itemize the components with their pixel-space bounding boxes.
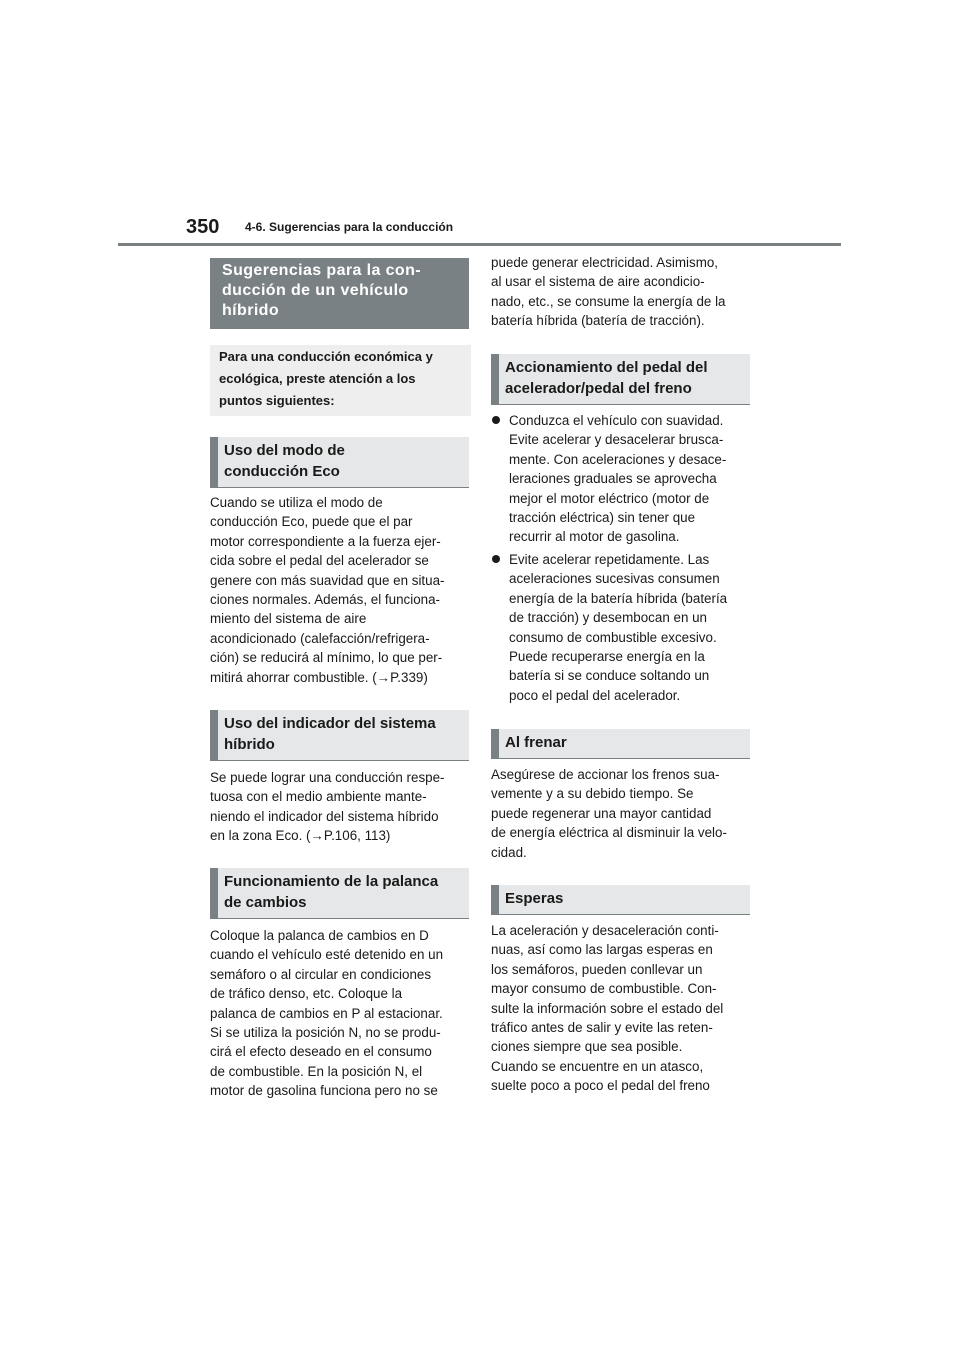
heading-line: de cambios — [224, 894, 307, 911]
section-heading-pedals — [491, 354, 750, 405]
text-line: cirá el efecto deseado en el consumo — [210, 1044, 432, 1060]
text-line: mitirá ahorrar combustible. (→P.339) — [210, 669, 428, 685]
bullet-item — [491, 411, 726, 547]
text-line: suelte poco a poco el pedal del freno — [491, 1078, 710, 1094]
text-line: conducción Eco, puede que el par — [210, 514, 413, 530]
text-line: poco el pedal del acelerador. — [509, 687, 681, 703]
main-title-line: ducción de un vehículo — [222, 282, 409, 299]
text-line: recurrir al motor de gasolina. — [509, 529, 680, 545]
main-title — [210, 258, 469, 329]
bullet-item — [491, 550, 727, 705]
text-line: leraciones graduales se aprovecha — [509, 471, 717, 487]
text-line: batería híbrida (batería de tracción). — [491, 313, 705, 329]
paragraph-lever — [210, 926, 472, 1101]
text-line: ciones siempre que sea posible. — [491, 1039, 683, 1055]
heading-line: Al frenar — [505, 734, 567, 751]
text-line: sulte la información sobre el estado del — [491, 1000, 724, 1016]
text-line: de energía eléctrica al disminuir la velo- — [491, 825, 727, 841]
text-line: mayor consumo de combustible. Con- — [491, 981, 717, 997]
text-line: de tráfico denso, etc. Coloque la — [210, 986, 403, 1002]
text-line: ciones normales. Además, el funciona- — [210, 592, 440, 608]
text-line: mente. Con aceleraciones y desace- — [509, 451, 727, 467]
heading-line: Uso del modo de — [224, 442, 345, 459]
text-line: tracción eléctrica) sin tener que — [509, 510, 696, 526]
text-line: genere con más suavidad que en situa- — [210, 572, 445, 588]
section-heading-waiting — [491, 885, 750, 915]
text-line: de combustible. En la posición N, el — [210, 1063, 423, 1079]
text-line: batería si se conduce soltando un — [509, 668, 710, 684]
heading-line: Accionamiento del pedal del — [505, 359, 708, 376]
bullet-icon — [492, 555, 500, 563]
text-line: ción) se reducirá al mínimo, lo que per- — [210, 650, 443, 666]
text-line: tráfico antes de salir y evite las reten- — [491, 1020, 713, 1036]
intro-box — [210, 345, 471, 416]
text-line: cuando el vehículo esté detenido en un — [210, 947, 444, 963]
text-line: Evite acelerar repetidamente. Las — [509, 552, 710, 567]
page-number: 350 — [186, 216, 220, 238]
main-title-line: Sugerencias para la con- — [222, 262, 422, 279]
text-line: Se puede lograr una conducción respe- — [210, 770, 445, 785]
section-heading-eco — [210, 437, 469, 488]
intro-line: ecológica, preste atención a los — [219, 371, 416, 386]
text-line: consumo de combustible excesivo. — [509, 629, 717, 645]
text-line: Conduzca el vehículo con suavidad. — [509, 413, 724, 428]
text-line: Coloque la palanca de cambios en D — [210, 928, 429, 943]
text-line: cida sobre el pedal del acelerador se — [210, 553, 429, 569]
running-head: 4-6. Sugerencias para la conducción — [245, 220, 454, 234]
heading-line: acelerador/pedal del freno — [505, 380, 692, 397]
header-rule — [118, 243, 841, 246]
text-line: cidad. — [491, 844, 527, 860]
text-line: vemente y a su debido tiempo. Se — [491, 786, 694, 802]
paragraph-lever-continued — [491, 253, 753, 331]
heading-line: Funcionamiento de la palanca — [224, 873, 439, 890]
intro-line: puntos siguientes: — [219, 393, 335, 408]
text-line: nado, etc., se consume la energía de la — [491, 293, 726, 309]
heading-line: Uso del indicador del sistema — [224, 715, 436, 732]
text-line: aceleraciones sucesivas consumen — [509, 571, 720, 587]
text-line: Asegúrese de accionar los frenos sua- — [491, 767, 720, 782]
intro-line: Para una conducción económica y — [219, 349, 433, 364]
heading-line: Esperas — [505, 890, 564, 907]
text-line: La aceleración y desaceleración conti- — [491, 923, 719, 938]
text-line: semáforo o al circular en condiciones — [210, 966, 432, 982]
text-line: mejor el motor eléctrico (motor de — [509, 490, 710, 506]
text-line: tuosa con el medio ambiente mante- — [210, 789, 427, 805]
text-line: en la zona Eco. (→P.106, 113) — [210, 828, 391, 844]
text-line: acondicionado (calefacción/refrigera- — [210, 630, 430, 646]
text-line: Si se utiliza la posición N, no se produ- — [210, 1025, 441, 1041]
text-line: Cuando se utiliza el modo de — [210, 495, 383, 510]
text-line: motor correspondiente a la fuerza ejer- — [210, 533, 441, 549]
text-line: niendo el indicador del sistema híbrido — [210, 808, 439, 824]
text-line: los semáforos, pueden conllevar un — [491, 961, 703, 977]
text-line: Evite acelerar y desacelerar brusca- — [509, 432, 724, 448]
text-line: nuas, así como las largas esperas en — [491, 942, 713, 958]
text-line: palanca de cambios en P al estacionar. — [210, 1005, 443, 1021]
text-line: al usar el sistema de aire acondicio- — [491, 274, 705, 290]
heading-line: conducción Eco — [224, 463, 340, 480]
paragraph-braking — [491, 765, 753, 862]
heading-line: híbrido — [224, 736, 275, 753]
section-heading-braking — [491, 729, 750, 759]
main-title-line: híbrido — [222, 302, 280, 319]
text-line: miento del sistema de aire — [210, 611, 367, 627]
text-line: energía de la batería híbrida (batería — [509, 590, 728, 606]
text-line: Cuando se encuentre en un atasco, — [491, 1058, 704, 1074]
paragraph-indicator — [210, 768, 472, 846]
text-line: de tracción) y desembocan en un — [509, 610, 708, 626]
section-heading-lever — [210, 868, 469, 919]
paragraph-waiting — [491, 921, 753, 1096]
section-heading-indicator — [210, 710, 469, 761]
text-line: puede generar electricidad. Asimismo, — [491, 255, 719, 270]
paragraph-eco — [210, 493, 472, 687]
bullet-icon — [492, 416, 500, 424]
text-line: Puede recuperarse energía en la — [509, 649, 705, 665]
text-line: motor de gasolina funciona pero no se — [210, 1083, 438, 1099]
text-line: puede regenerar una mayor cantidad — [491, 805, 712, 821]
